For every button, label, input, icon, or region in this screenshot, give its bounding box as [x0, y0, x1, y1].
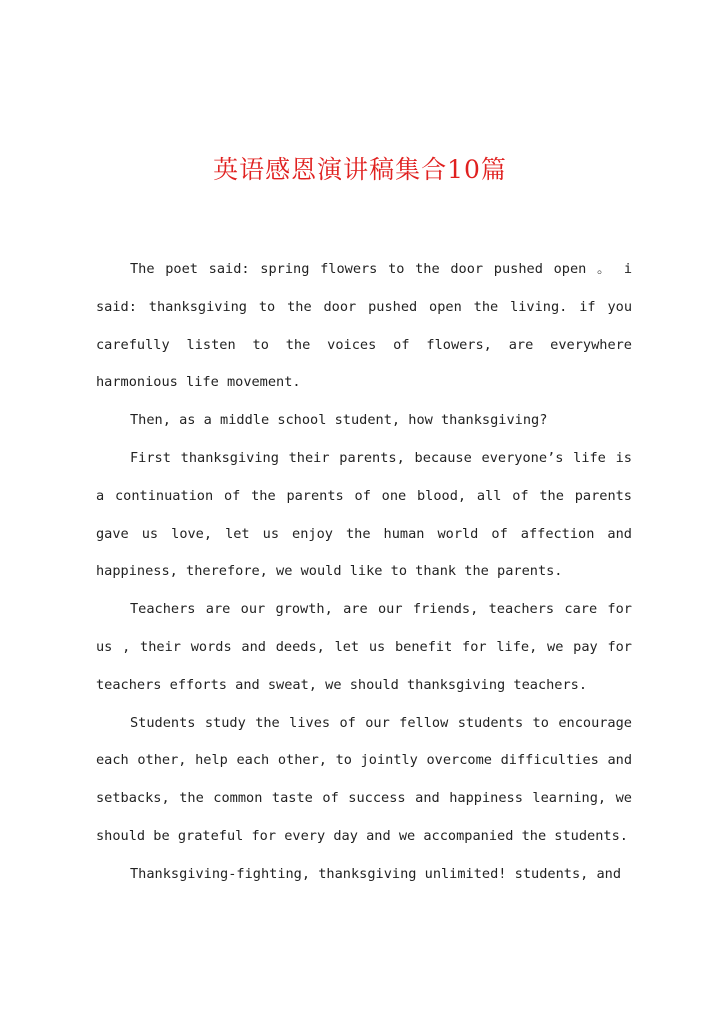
paragraph-4: Teachers are our growth, are our friends, teachers care for us , their words and deeds, let us benefit for life, we pay for teachers efforts and sweat, we should thanksgiving teachers. [96, 601, 632, 693]
paragraph-6: Thanksgiving-fighting, thanksgiving unlimited! students, and [130, 865, 622, 882]
paragraph-5: Students study the lives of our fellow students to encourage each other, help each other, to jointly overcome difficulties and setbacks, the common taste of success and happiness learning, we should be grateful for every day and we accompanied the students. [96, 714, 632, 844]
document-body [96, 251, 632, 894]
paragraph-1: The poet said: spring flowers to the door pushed open 。 i said: thanksgiving to the door pushed open the living. if you carefully listen to the voices of flowers, are everywhere harmonious life movement. [96, 261, 632, 391]
paragraph-3: First thanksgiving their parents, because everyone’s life is a continuation of the parents of one blood, all of the parents gave us love, let us enjoy the human world of affection and happiness, therefore, we would like to thank the parents. [96, 449, 632, 580]
document-title: 英语感恩演讲稿集合10篇 [213, 155, 507, 184]
paragraph-2: Then, as a middle school student, how thanksgiving? [130, 412, 548, 429]
